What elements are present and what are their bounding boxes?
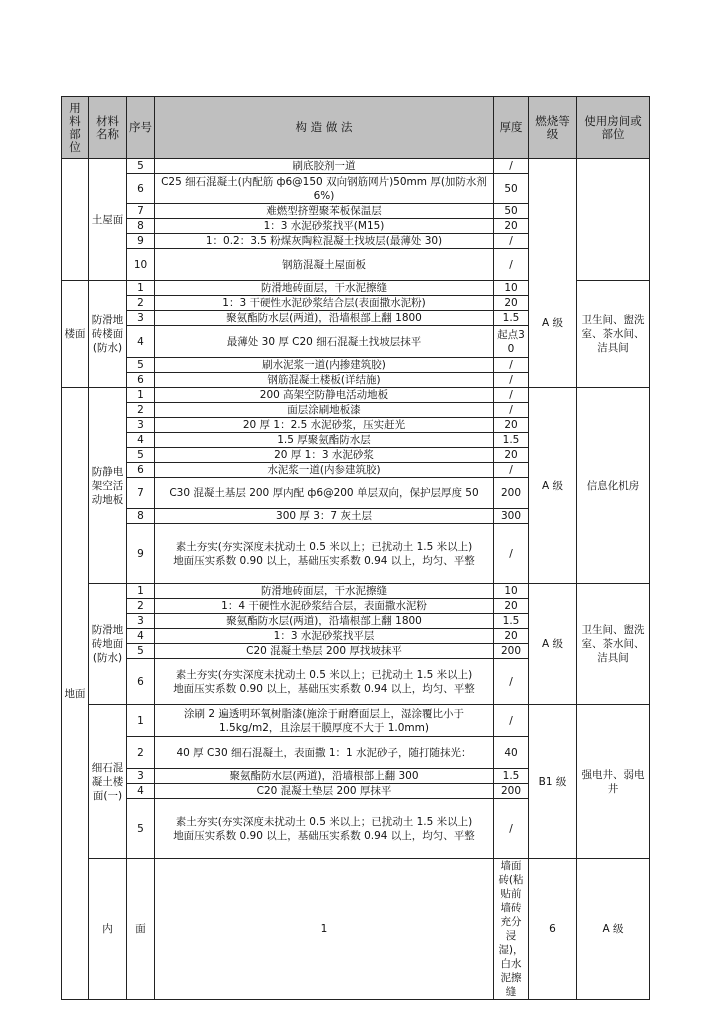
header-row xyxy=(62,97,650,159)
construction-method-cell: 防滑地砖面层，干水泥擦缝 xyxy=(155,281,494,296)
sequence-cell: 6 xyxy=(127,174,155,204)
sequence-cell: 1 xyxy=(155,859,494,1000)
construction-method-cell: 聚氨酯防水层(两道)，沿墙根部上翻 300 xyxy=(155,769,494,784)
thickness-cell: / xyxy=(494,524,529,584)
sequence-cell: 3 xyxy=(127,614,155,629)
construction-method-cell: 聚氨酯防水层(两道)，沿墙根部上翻 1800 xyxy=(155,614,494,629)
sequence-cell: 5 xyxy=(127,159,155,174)
sequence-cell: 4 xyxy=(127,326,155,358)
sequence-cell: 9 xyxy=(127,234,155,249)
sequence-cell: 5 xyxy=(127,358,155,373)
table-row xyxy=(62,388,650,403)
fire-rating-cell: A 级 xyxy=(529,584,577,705)
construction-method-cell: 面层涂刷地板漆 xyxy=(155,403,494,418)
sequence-cell: 5 xyxy=(127,644,155,659)
usage-part-cell xyxy=(62,159,89,281)
construction-method-cell: 20 厚 1：2.5 水泥砂浆，压实赶光 xyxy=(155,418,494,433)
fire-rating-cell xyxy=(529,159,577,388)
construction-method-cell: 40 厚 C30 细石混凝土，表面撒 1：1 水泥砂子，随打随抹光： xyxy=(155,737,494,769)
fire-rating-cell: B1 级 xyxy=(529,705,577,859)
thickness-cell: 1.5 xyxy=(494,433,529,448)
construction-method-cell: C20 混凝土垫层 200 厚抹平 xyxy=(155,784,494,799)
room-usage-cell: 信息化机房 xyxy=(577,388,650,584)
header-material-name: 材料名称 xyxy=(89,97,127,159)
construction-method-cell: 聚氨酯防水层(两道)，沿墙根部上翻 1800 xyxy=(155,311,494,326)
thickness-cell: 200 xyxy=(494,784,529,799)
sequence-cell: 7 xyxy=(127,204,155,219)
construction-method-cell: 素土夯实(夯实深度未扰动土 0.5 米以上；已扰动土 1.5 米以上) 地面压实系数 0.90 以上，基础压实系数 0.94 以上，均匀、平整 xyxy=(155,799,494,859)
room-usage-cell: 卫生间、盥洗室、茶水间、洁具间 xyxy=(577,281,650,388)
sequence-cell: 2 xyxy=(127,296,155,311)
construction-method-cell: 1：3 水泥砂浆找平层 xyxy=(155,629,494,644)
sequence-cell: 6 xyxy=(127,463,155,478)
thickness-cell: / xyxy=(494,358,529,373)
thickness-cell: 1.5 xyxy=(494,311,529,326)
construction-method-cell: 刷底胶剂一道 xyxy=(155,159,494,174)
fire-rating-cell: A 级 xyxy=(529,388,577,584)
sequence-cell: 2 xyxy=(127,599,155,614)
table-row xyxy=(62,859,650,1000)
thickness-cell: 20 xyxy=(494,296,529,311)
sequence-cell: 2 xyxy=(127,737,155,769)
construction-method-cell: 1：3 干硬性水泥砂浆结合层(表面撒水泥粉) xyxy=(155,296,494,311)
thickness-cell: 20 xyxy=(494,418,529,433)
sequence-cell: 8 xyxy=(127,219,155,234)
usage-part-cell: 地面 xyxy=(62,388,89,1000)
thickness-cell: 6 xyxy=(529,859,577,1000)
sequence-cell: 10 xyxy=(127,249,155,281)
thickness-cell: 1.5 xyxy=(494,769,529,784)
sequence-cell: 3 xyxy=(127,769,155,784)
construction-method-cell: 最薄处 30 厚 C20 细石混凝土找坡层抹平 xyxy=(155,326,494,358)
construction-method-cell: 防滑地砖面层，干水泥擦缝 xyxy=(155,584,494,599)
thickness-cell: 10 xyxy=(494,281,529,296)
room-usage-cell xyxy=(577,159,650,281)
sequence-cell: 1 xyxy=(127,388,155,403)
sequence-cell: 3 xyxy=(127,311,155,326)
header-thickness: 厚度 xyxy=(494,97,529,159)
construction-method-cell: 300 厚 3：7 灰土层 xyxy=(155,509,494,524)
table-row xyxy=(62,159,650,174)
construction-method-cell: 1：4 干硬性水泥砂浆结合层，表面撒水泥粉 xyxy=(155,599,494,614)
usage-part-cell: 内 xyxy=(89,859,127,1000)
sequence-cell: 2 xyxy=(127,403,155,418)
thickness-cell: / xyxy=(494,388,529,403)
thickness-cell: / xyxy=(494,159,529,174)
table-row xyxy=(62,705,650,737)
thickness-cell: / xyxy=(494,463,529,478)
sequence-cell: 1 xyxy=(127,281,155,296)
sequence-cell: 7 xyxy=(127,478,155,509)
construction-method-cell: 200 高架空防静电活动地板 xyxy=(155,388,494,403)
thickness-cell: 40 xyxy=(494,737,529,769)
material-name-cell: 防静电架空活动地板 xyxy=(89,388,127,584)
construction-method-cell: 墙面砖(粘贴前墙砖充分浸湿)，白水泥擦缝 xyxy=(494,859,529,1000)
thickness-cell: / xyxy=(494,403,529,418)
sequence-cell: 6 xyxy=(127,373,155,388)
construction-method-cell: 1：0.2：3.5 粉煤灰陶粒混凝土找坡层(最薄处 30) xyxy=(155,234,494,249)
sequence-cell: 4 xyxy=(127,433,155,448)
construction-method-cell: C25 细石混凝土(内配筋 ф6@150 双向钢筋网片)50mm 厚(加防水剂 6%) xyxy=(155,174,494,204)
material-name-cell: 细石混凝土楼面(一) xyxy=(89,705,127,859)
sequence-cell: 4 xyxy=(127,629,155,644)
header-sequence: 序号 xyxy=(127,97,155,159)
thickness-cell: 20 xyxy=(494,599,529,614)
thickness-cell: 50 xyxy=(494,174,529,204)
material-name-cell: 防滑地砖楼面(防水) xyxy=(89,281,127,388)
construction-method-cell: 钢筋混凝土屋面板 xyxy=(155,249,494,281)
construction-method-cell: C30 混凝土基层 200 厚内配 ф6@200 单层双向，保护层厚度 50 xyxy=(155,478,494,509)
thickness-cell: / xyxy=(494,234,529,249)
room-usage-cell: 强电井、弱电井 xyxy=(577,705,650,859)
construction-method-cell: 素土夯实(夯实深度未扰动土 0.5 米以上；已扰动土 1.5 米以上) 地面压实系数 0.90 以上，基础压实系数 0.94 以上，均匀、平整 xyxy=(155,659,494,705)
table-body xyxy=(62,159,650,1000)
sequence-cell: 9 xyxy=(127,524,155,584)
thickness-cell: 1.5 xyxy=(494,614,529,629)
header-room-usage: 使用房间或部位 xyxy=(577,97,650,159)
thickness-cell: 200 xyxy=(494,478,529,509)
construction-method-cell: 1：3 水泥砂浆找平(M15) xyxy=(155,219,494,234)
fire-rating-value: A 级 xyxy=(541,317,564,329)
sequence-cell: 6 xyxy=(127,659,155,705)
thickness-cell: / xyxy=(494,249,529,281)
thickness-cell: 200 xyxy=(494,644,529,659)
sequence-cell: 4 xyxy=(127,784,155,799)
table-row xyxy=(62,584,650,599)
construction-method-cell: 20 厚 1：3 水泥砂浆 xyxy=(155,448,494,463)
sequence-cell: 8 xyxy=(127,509,155,524)
fire-rating-cell: A 级 xyxy=(577,859,650,1000)
thickness-cell: / xyxy=(494,659,529,705)
construction-method-cell: C20 混凝土垫层 200 厚找坡抹平 xyxy=(155,644,494,659)
material-name-cell: 土屋面 xyxy=(89,159,127,281)
construction-method-cell: 刷水泥浆一道(内掺建筑胶) xyxy=(155,358,494,373)
construction-method-cell: 素土夯实(夯实深度未扰动土 0.5 米以上；已扰动土 1.5 米以上) 地面压实系数 0.90 以上，基础压实系数 0.94 以上，均匀、平整 xyxy=(155,524,494,584)
header-fire-rating: 燃烧等级 xyxy=(529,97,577,159)
material-name-cell: 面 xyxy=(127,859,155,1000)
thickness-cell: / xyxy=(494,373,529,388)
material-name-cell: 防滑地砖地面(防水) xyxy=(89,584,127,705)
thickness-cell: 20 xyxy=(494,629,529,644)
construction-method-cell: 水泥浆一道(内参建筑胶) xyxy=(155,463,494,478)
construction-method-cell: 钢筋混凝土楼板(详结施) xyxy=(155,373,494,388)
thickness-cell: 起点30 xyxy=(494,326,529,358)
usage-part-cell: 楼面 xyxy=(62,281,89,388)
thickness-cell: 20 xyxy=(494,219,529,234)
construction-method-cell: 涂刷 2 遍透明环氧树脂漆(施涂于耐磨面层上，湿涂覆比小于 1.5kg/m2，且涂层干膜厚度不大于 1.0mm) xyxy=(155,705,494,737)
thickness-cell: 50 xyxy=(494,204,529,219)
construction-method-cell: 难燃型挤塑聚苯板保温层 xyxy=(155,204,494,219)
thickness-cell: 20 xyxy=(494,448,529,463)
room-usage-cell: 卫生间、盥洗室、茶水间、洁具间 xyxy=(577,584,650,705)
thickness-cell: / xyxy=(494,705,529,737)
thickness-cell: / xyxy=(494,799,529,859)
thickness-cell: 300 xyxy=(494,509,529,524)
header-construction-method: 构 造 做 法 xyxy=(155,97,494,159)
header-usage-part: 用料部位 xyxy=(62,97,89,159)
thickness-cell: 10 xyxy=(494,584,529,599)
sequence-cell: 3 xyxy=(127,418,155,433)
construction-method-cell: 1.5 厚聚氨酯防水层 xyxy=(155,433,494,448)
sequence-cell: 1 xyxy=(127,705,155,737)
sequence-cell: 1 xyxy=(127,584,155,599)
sequence-cell: 5 xyxy=(127,448,155,463)
sequence-cell: 5 xyxy=(127,799,155,859)
construction-spec-table xyxy=(61,96,650,1000)
